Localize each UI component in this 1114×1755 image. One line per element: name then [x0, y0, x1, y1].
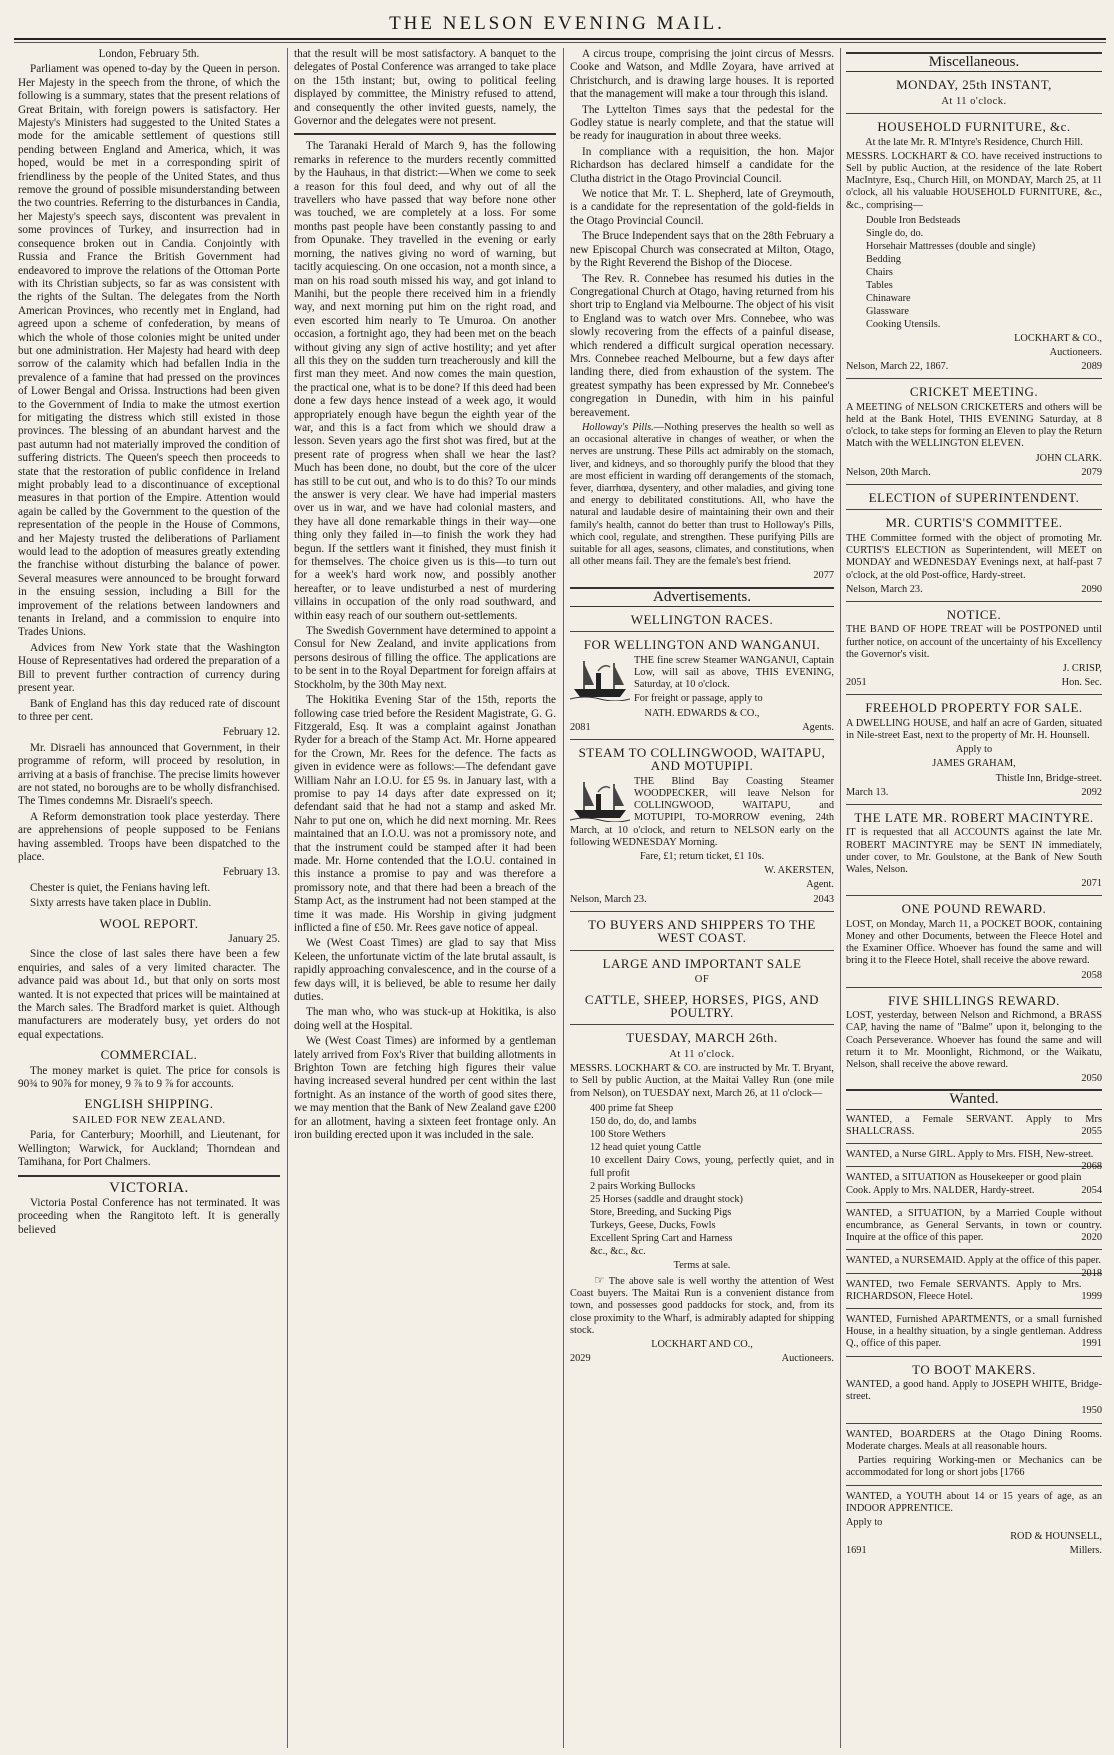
ad-signature-title: Agent. [806, 879, 834, 891]
newspaper-title: THE NELSON EVENING MAIL. [389, 13, 725, 34]
ad-heading: TUESDAY, MARCH 26th. [626, 1030, 778, 1046]
column-2 [294, 48, 556, 1748]
furniture-item: Glassware [866, 305, 909, 317]
holloway-title: Holloway's Pills. [582, 421, 654, 433]
ad-heading: TO BUYERS AND SHIPPERS TO THE WEST COAST. [588, 916, 816, 946]
ad-number: 2018 [1081, 1267, 1102, 1279]
wanted-ad [846, 1208, 1102, 1245]
wanted-ad-text: WANTED, a Nurse GIRL. Apply to Mrs. FISH, New-street. [846, 1149, 1094, 1161]
article-paragraph: Parliament was opened to-day by the Queen in person. Her Majesty in the speech from the throne, of which the following is a summary, states that the present relations of Great Britain, with foreign powers is satisfactory. Her Majesty's Ministers had suggested to the United States a mode for the amicable settlement of questions still pending between England and America, which, it was hoped, would be met in a corresponding spirit of friendliness by the people of the United States, and thus remove the ground of possible misunderstanding between the two countries. Referring to the disturbances in Candia, her Majesty's speech says, discontent was prevalent in some provinces of Turkey, and insurrection had in consequence broken out in Candia. Conjointly with Russia and France the British Government had endeavored to improve the relations of the Ottoman Porte with its Christian subjects, so far as was consistent with the rights of the Sultan. The delegates from the North American Provinces, who recently met in England, had agreed upon a scheme of confederation, by means of which the whole of those colonies might be united under but one administration. Her Majesty had heard with deep sorrow of the calamity which had befallen India in the prevalence of a famine that had pressed on the provinces of Lower Bengal and Orissa. Instructions had been given to the Government of India to make the utmost exertion for mitigating the distress which still existed in those provinces. The blessing of an abundant harvest and the past autumn had not materially improved the condition of suffering districts. The Queen's speech then proceeds to state that the restoration of public confidence in Ireland might probably lead to a discontinuance of exceptional measures in that portion of the Empire. Attention would again be called by the Government to the question of the representation of the people in the House of Commons, and her Majesty trusted the deliberations of Parliament would lead to the adoption of measures greatly extending the franchise without disturbing the balance of power. Several measures were announced to be brought forward in the ensuing session, including a Bill for the improvement of the relations between landowners and tenants in Ireland, and a commission to enquire into Trades Unions. [18, 63, 280, 639]
ad-rule [846, 484, 1102, 485]
ad-signature: JAMES GRAHAM, [932, 758, 1016, 770]
article-paragraph: A Reform demonstration took place yesterday. There are apprehensions of people supposed to be Fenians having assembled. Troops have been dispatched to the place. [18, 810, 280, 863]
ad-signature-title: Agents. [802, 721, 834, 733]
ad-rule [570, 739, 834, 740]
ad-footer [570, 1353, 834, 1365]
ad-number: 2050 [1081, 1073, 1102, 1085]
ad-rule [846, 895, 1102, 896]
ad-footer [846, 677, 1102, 689]
article-paragraph: Advices from New York state that the Washington House of Representatives had ordered the preparation of a Bill to prevent further contraction of currency during present year. [18, 641, 280, 695]
ad-number: 2071 [1081, 878, 1102, 890]
ad-number: 2029 [570, 1353, 591, 1365]
section-rule [18, 1175, 280, 1177]
ad-text: THE Committee formed with the object of promoting Mr. CURTIS'S ELECTION as Superintendent, will MEET on MONDAY and WEDNESDAY Evenings next, at half-past 7 o'clock, at the old Post-office, Hardy-street. [846, 532, 1102, 581]
ad-text: THE fine screw Steamer WANGANUI, Captain Low, will sail as above, THIS EVENING, Saturday, at 10 o'clock. [634, 654, 834, 691]
ad-signature-title: Thistle Inn, Bridge-street. [995, 772, 1102, 784]
article-paragraph: We notice that Mr. T. L. Shepherd, late of Greymouth, is a candidate for the representation of the gold-fields in the Otago Provincial Council. [570, 188, 834, 227]
ad-rule [846, 378, 1102, 379]
ad-text: WANTED, BOARDERS at the Otago Dining Rooms. Moderate charges. Meals at all reasonable hours. [846, 1428, 1102, 1452]
ad-heading: CRICKET MEETING. [909, 384, 1039, 400]
column-1 [18, 48, 280, 1748]
furniture-item: Tables [866, 279, 893, 291]
ad-subheading: At 11 o'clock. [669, 1048, 735, 1060]
article-paragraph: The Lyttelton Times says that the pedestal for the Godley statue is nearly complete, and that the statue will be ready for inauguration in about three weeks. [570, 103, 834, 143]
ad-heading: NOTICE. [946, 606, 1002, 622]
ad-heading: FREEHOLD PROPERTY FOR SALE. [865, 700, 1083, 716]
ad-heading: LARGE AND IMPORTANT SALE [602, 955, 802, 971]
sale-item: 10 excellent Dairy Cows, young, perfectly quiet, and in full profit [590, 1154, 834, 1179]
wanted-ad [846, 1149, 1102, 1173]
ad-number: 2092 [1081, 786, 1102, 798]
sale-item: 400 prime fat Sheep [590, 1102, 674, 1114]
article-paragraph: The man who, who was stuck-up at Hokitika, is also doing well at the Hospital. [294, 1006, 556, 1032]
ad-rule [846, 1143, 1102, 1144]
ad-heading: TO BOOT MAKERS. [912, 1361, 1036, 1377]
column-divider [840, 48, 841, 1748]
ad-footer [846, 1545, 1102, 1557]
holloway-ad [570, 422, 834, 568]
ad-number: 2089 [1081, 361, 1102, 373]
ad-signature: ROD & HOUNSELL, [1010, 1531, 1102, 1543]
ad-text-line: Parties requiring Working-men or Mechanics can be accommodated for long or short jobs [846, 1455, 1102, 1479]
article-paragraph: The Rev. R. Connebee has resumed his duties in the Congregational Church at Otago, having returned from his short trip to England via Melbourne. The object of his visit to England was to watch over Mrs. Connebee, who was slowly recovering from the effects of a painful disease, which rendered a difficult surgical operation necessary. Mrs. Connebee reached Melbourne, but a few days after landing there, died from exhaustion of the system. The greatest sympathy has been expressed by Mr. Connebee's congregation in Dunedin, with him in his painful bereavement. [570, 272, 834, 419]
ad-number: 1991 [1081, 1338, 1102, 1350]
sale-item: Store, Breeding, and Sucking Pigs [590, 1206, 732, 1218]
wanted-ad [846, 1255, 1102, 1279]
article-paragraph: The Hokitika Evening Star of the 15th, reports the following case tried before the Resident Magistrate, G. G. Fitzgerald, Esq. It was a complaint against Jonathan Ryder for a breach of the Stamp Act. Mr. Horne appeared for the Crown, Mr. Rees for the defence. The facts as given in evidence were as follows:—The defendant gave William Nahr an I.O.U. for £5 9s. in January last, with a promise to pay 14 days after date expressed on it; defendant said that he had not a stamp and asked Mr. Nahr to put one on, which he did next morning. Mr. Rees maintained that an I.O.U. was not a promissory note, and that the instrument could be stamped after it had been made. Mr. Horne contended that the I.O.U. contained in this instance a promise to pay and was therefore a promissory note, and that there had been a breach of the Stamp Act, as the instrument had not been stamped at the time it was made. His Worship in giving judgment inflicted a fine of £50. Mr. Rees gave notice of appeal. [294, 694, 556, 934]
sale-item: 25 Horses (saddle and draught stock) [590, 1193, 743, 1205]
ad-text: Terms at sale. [673, 1259, 731, 1271]
section-subheading: SAILED FOR NEW ZEALAND. [72, 1114, 226, 1126]
ad-text: THE BAND OF HOPE TREAT will be POSTPONED until further notice, on account of the uncertainty of his Excellency the Governor's visit. [846, 624, 1102, 660]
ad-heading: FOR WELLINGTON AND WANGANUI. [583, 637, 821, 653]
ad-number: 2090 [1081, 583, 1102, 595]
ad-heading: CATTLE, SHEEP, HORSES, PIGS, AND POULTRY. [584, 991, 820, 1020]
ad-signature: LOCKHART & CO., [1014, 332, 1102, 344]
article-paragraph: Sixty arrests have taken place in Dublin. [30, 897, 212, 910]
section-heading: ENGLISH SHIPPING. [84, 1096, 214, 1112]
dateline: February 12. [222, 726, 280, 739]
ad-rule [570, 911, 834, 912]
ad-number: 2068 [1081, 1161, 1102, 1173]
ad-subheading: At 11 o'clock. [941, 95, 1007, 107]
section-heading: VICTORIA. [109, 1179, 189, 1196]
furniture-item: Bedding [866, 253, 901, 265]
miscellaneous-heading: Miscellaneous. [846, 52, 1102, 72]
furniture-item: Chairs [866, 266, 893, 278]
ad-signature: W. AKERSTEN, [764, 865, 834, 877]
ad-text: Fare, £1; return ticket, £1 10s. [639, 851, 765, 863]
ad-footer [846, 584, 1102, 596]
wanted-ad [846, 1279, 1102, 1303]
ad-rule [846, 987, 1102, 988]
sale-item: &c., &c., &c. [590, 1245, 646, 1257]
furniture-item: Double Iron Bedsteads [866, 214, 961, 226]
sale-item: 150 do, do, do, and lambs [590, 1115, 697, 1127]
sale-item: 2 pairs Working Bullocks [590, 1180, 696, 1192]
article-paragraph: Paria, for Canterbury; Moorhill, and Lieutenant, for Wellington; Warwick, for Auckland; Thorndean and Tamihana, for Port Chalmers. [18, 1129, 280, 1169]
ad-text: WANTED, a good hand. Apply to JOSEPH WHITE, Bridge-street. [846, 1379, 1102, 1403]
ad-signature-title: Hon. Sec. [1061, 677, 1102, 689]
ad-text: A DWELLING HOUSE, and half an acre of Garden, situated in Nile-street East, next to the property of Mr. H. Hounsell. [846, 717, 1102, 741]
furniture-item-list [866, 214, 1102, 331]
ad-rule [846, 1166, 1102, 1167]
advertisements-heading: Advertisements. [570, 587, 834, 607]
ad-heading: STEAM TO COLLINGWOOD, WAITAPU, AND MOTUPIPI. [578, 745, 826, 774]
sale-item: Excellent Spring Cart and Harness [590, 1232, 733, 1244]
ad-rule [570, 631, 834, 632]
ad-text: LOST, yesterday, between Nelson and Richmond, a BRASS CAP, having the name of "Balme" upon it, belonging to the Coach Perseverance. Whoever has found the same and will return it to Mr. Moonlight, Richmond, or the Waikatu, Nelson, shall receive the above reward. [846, 1010, 1102, 1071]
ad-text: LOST, on Monday, March 11, a POCKET BOOK, containing Money and other Documents, between the Fleece Hotel and the Examiner Office. Whoever has found the same and will bring it to the Fleece Hotel, shall receive the above reward. [846, 918, 1102, 967]
furniture-item: Single do, do. [866, 227, 924, 239]
ad-signature-title: Auctioneers. [1049, 347, 1102, 359]
ad-heading: THE LATE MR. ROBERT MACINTYRE. [854, 809, 1094, 825]
ad-signature: LOCKHART AND CO., [651, 1338, 753, 1350]
wanted-ad-text: WANTED, a SITUATION as Housekeeper or good plain Cook. Apply to Mrs. NALDER, Hardy-street. [846, 1172, 1082, 1196]
furniture-item: Horsehair Mattresses (double and single) [866, 240, 1036, 252]
ad-note-text: The above sale is well worthy the attention of West Coast buyers. The Maitai Run is a convenient distance from town, and possesses good paddocks for stock, and, from its close proximity to the Wharf, is admirably adapted for shipping stock. [570, 1275, 834, 1336]
ad-heading: MONDAY, 25th INSTANT, [896, 77, 1052, 93]
masthead [0, 0, 1114, 40]
ad-number: 2043 [813, 893, 834, 905]
pointing-hand-icon: ☞ [594, 1272, 605, 1287]
ad-footer [846, 787, 1102, 799]
ad-rule [846, 804, 1102, 805]
section-rule [294, 133, 556, 135]
ad-footer [846, 361, 1102, 373]
wanted-ad-text: WANTED, Furnished APARTMENTS, or a small furnished House, in a healthy situation, by a single gentleman. Address Q., office of this paper. [846, 1314, 1102, 1350]
holloway-text: —Nothing preserves the health so well as an occasional alterative in changes of weather, or when the nerves are unstrung. These Pills act admirably on the stomach, liver, and kidneys, and so thoroughly purify the blood that they are most efficient in warding off derangements of the stomach, fever, diarrhœa, dysentery, and other maladies, and giving tone and energy to debilitated constitutions. All, who have the natural and laudable desire of maintaining their own and their family's health, cannot do better than trust to Holloway's Pills, which cool, regulate, and strengthen. These purifying Pills are suitable for all ages, seasons, climates, and constitutions, when all other means fail. They are the female's best friend. [570, 421, 834, 568]
ad-number: 1950 [1081, 1405, 1102, 1417]
ad-number: 2079 [1081, 466, 1102, 478]
ad-rule [846, 1249, 1102, 1250]
sale-item-list [590, 1102, 834, 1258]
ad-number: 1766 [1003, 1467, 1025, 1479]
ad-rule [846, 1202, 1102, 1203]
ad-heading: FIVE SHILLINGS REWARD. [888, 992, 1060, 1008]
ad-heading: ONE POUND REWARD. [901, 901, 1047, 917]
article-paragraph: Mr. Disraeli has announced that Government, in their programme of reform, will proceed by resolution, in arriving at a basis of franchise. The precise limits however are not stated, no boroughs are to be wholly disfranchised. The Times condemns Mr. Disraeli's speech. [18, 741, 280, 808]
article-paragraph: Bank of England has this day reduced rate of discount to three per cent. [18, 697, 280, 723]
ad-footer [846, 467, 1102, 479]
ad-date: March 13. [846, 786, 889, 798]
ad-rule [846, 509, 1102, 510]
ad-rule [570, 1024, 834, 1025]
sale-item: Turkeys, Geese, Ducks, Fowls [590, 1219, 716, 1231]
ad-heading: ELECTION of SUPERINTENDENT. [868, 490, 1080, 506]
article-paragraph: We (West Coast Times) are informed by a gentleman lately arrived from Fox's River that building allotments in Brighton Town are fetching high figures their value having increased several hundred per cent within the last fortnight. As an instance of the worth of good sites there, we may mention that the Bank of New Zealand gave £200 for an allotment, having a sixteen feet frontage only. An iron building erected upon it was included in the sale. [294, 1035, 556, 1142]
article-paragraph: In compliance with a requisition, the hon. Major Richardson has declared himself a candidate for the Clutha district in the Otago Provincial Council. [570, 145, 834, 185]
article-paragraph: A circus troupe, comprising the joint circus of Messrs. Cooke and Watson, and Mdlle Zoyara, have arrived at Christchurch, and is drawing large houses. It is reported that the management will make a tour through this island. [570, 48, 834, 101]
article-paragraph: The Bruce Independent says that on the 28th February a new Episcopal Church was consecrated at Milton, Otago, by the Right Reverend the Bishop of the Diocese. [570, 230, 834, 270]
furniture-item: Chinaware [866, 292, 911, 304]
article-paragraph: The money market is quiet. The price for consols is 90¾ to 90⅞ for money, 9 ⅞ to 9 ⅞ for accounts. [18, 1064, 280, 1091]
wanted-ad [846, 1172, 1102, 1196]
masthead-rule [14, 38, 1106, 40]
ad-heading: HOUSEHOLD FURNITURE, &c. [877, 119, 1071, 135]
steamship-icon [570, 778, 630, 822]
wanted-ad-text: WANTED, a SITUATION, by a Married Couple without encumbrance, as General Servants, in town or country. Inquire at the office of this paper. [846, 1207, 1102, 1244]
ad-number: 2058 [1081, 969, 1102, 981]
dateline: London, February 5th. [98, 48, 200, 60]
ad-signature: NATH. EDWARDS & CO., [644, 707, 760, 719]
ad-note [570, 1274, 834, 1337]
column-divider [287, 48, 288, 1748]
article-paragraph: Victoria Postal Conference has not terminated. It was proceeding when the Rangitoto left. It is generally believed [18, 1196, 280, 1236]
article-paragraph: The Swedish Government have determined to appoint a Consul for New Zealand, and invite applications from persons desirous of filling the office. The applications are to be sent in to the Royal Department for foreign affairs at Stockholm, by the 30th May next. [294, 625, 556, 691]
column-divider [563, 48, 564, 1748]
ad-signature-title: Millers. [1069, 1545, 1102, 1557]
ad-footer [570, 722, 834, 734]
ad-rule [846, 1308, 1102, 1309]
ad-text: IT is requested that all ACCOUNTS against the late Mr. ROBERT MACINTYRE may be SENT IN immediately, under cover, to Mr. Goulstone, at the Bank of New South Wales, Nelson. [846, 827, 1102, 875]
ad-rule [846, 1423, 1102, 1424]
ad-signature: J. CRISP, [1062, 662, 1102, 674]
ad-text: Apply to [955, 744, 993, 756]
article-paragraph: Since the close of last sales there have been a few enquiries, and sales of a very limited character. The advance paid was about 1d., but that only on sorts most wanted. It is not expected that prices will be maintained at the March sales. The Bradford market is quiet. Although manufacturers are moderately busy, yet orders do not equal expectations. [18, 948, 280, 1041]
ad-text: MESSRS. LOCKHART & CO. have received instructions to Sell by public Auction, at the residence of the late Robert MacIntyre, Esq., Church Hill, on MONDAY, March 25, at 11 o'clock, all his valuable HOUSEHOLD FURNITURE, &c., &c., comprising— [846, 150, 1102, 211]
ad-text: Parties requiring Working-men or Mechanics can be accommodated for long or short jobs [1766 [846, 1455, 1102, 1479]
ad-rule [846, 1485, 1102, 1486]
column-3 [570, 48, 834, 1748]
ad-number: 2055 [1081, 1126, 1102, 1138]
ad-date: Nelson, March 22, 1867. [846, 361, 949, 373]
ad-text: WANTED, a YOUTH about 14 or 15 years of age, as an INDOOR APPRENTICE. [846, 1490, 1102, 1514]
wanted-ad-text: WANTED, a NURSEMAID. Apply at the office of this paper. [846, 1255, 1101, 1267]
ad-subheading: OF [694, 974, 710, 986]
dateline: January 25. [228, 933, 280, 945]
ad-number: 2077 [813, 570, 834, 582]
ad-number: 2051 [846, 677, 867, 689]
column-4 [846, 48, 1102, 1748]
masthead-rule-thin [14, 42, 1106, 43]
ad-number: 1999 [1081, 1290, 1102, 1302]
ad-number: 1691 [846, 1545, 867, 1557]
ad-rule [570, 950, 834, 951]
ad-rule [846, 113, 1102, 114]
ad-signature-title: Auctioneers. [781, 1353, 834, 1365]
wanted-heading: Wanted. [846, 1089, 1102, 1109]
sale-item: 12 head quiet young Cattle [590, 1141, 701, 1153]
sale-item: 100 Store Wethers [590, 1128, 666, 1140]
ad-subheading: At the late Mr. R. M'Intyre's Residence, Church Hill. [865, 136, 1083, 148]
ad-rule [846, 694, 1102, 695]
ad-text: A MEETING of NELSON CRICKETERS and others will be held at the Bank Hotel, THIS EVENING Saturday, at 8 o'clock, to take steps for forming an Eleven to play the Return Match with the WELLINGTON ELEVEN. [846, 401, 1102, 450]
article-paragraph: The Taranaki Herald of March 9, has the following remarks in reference to the murders recently committed by the Hauhaus, in that district:—When we come to seek a reason for this foul deed, and why out of all the travellers who have passed that way before none other was touched, we are completely at a loss. For some months past people have been constantly passing to and from Opunake. They travelled in the evening or early morning, the natives giving no word of warning, but tacitly acquiescing. On one occasion, not a month since, a man on his road south missed his way, and got inland to Manihi, but the people there received him in a friendly way, and next morning put him on the right road, and even escorted him nearly to Te Umuroa. On another occasion, a fortnight ago, they had been met on the beach without giving any sign of active hostility; and yet after all this they on the sudden turn treacherously and kill the first man they meet. And now comes the main question, the practical one, what is to be done? If this deed had been done a few days hence instead of a week ago, it would appropriately enough have begun the eighth year of the war, and this is a fact from which we should draw a lesson. Seven years ago the first shot was fired, but at the present rate of progress when shall we hear the last? Much has been done, no doubt, but the core of the ulcer has still to be cut out, and who is to do this? To our minds the answer is very clear. We have had imperial masters over us in war, and we have had colonial masters, and they have all done remarkable things in their way—one thing only they failed in—to finish the work they had begun. If the settlers want it finished, they must finish it for themselves. The choice given us is this—to turn out for a week's hard work now, and possibly another hereafter, or to leave undisturbed a nest of murdering villains in occupation of the only road southward, and within easy reach of our southern out-settlements. [294, 140, 556, 622]
article-paragraph: Chester is quiet, the Fenians having left. [30, 881, 211, 894]
section-heading: COMMERCIAL. [100, 1047, 198, 1063]
ad-number: 2054 [1081, 1184, 1102, 1196]
ad-rule [846, 1273, 1102, 1274]
ad-date: Nelson, March 23. [846, 583, 923, 595]
article-paragraph: that the result will be most satisfactory. A banquet to the delegates of Postal Conference was arranged to take place on the 15th instant; but, owing to political feeling displayed by committee, the Ministry refused to attend, and consequently the other invited guests, namely, the Governor and the delegates were not present. [294, 48, 556, 128]
ad-footer [570, 894, 834, 906]
ad-heading: MR. CURTIS'S COMMITTEE. [885, 515, 1063, 531]
furniture-item: Cooking Utensils. [866, 318, 941, 330]
ad-number: 2020 [1081, 1232, 1102, 1244]
ad-number: 2081 [570, 721, 591, 733]
ad-text: MESSRS. LOCKHART & CO. are instructed by Mr. T. Bryant, to Sell by public Auction, at the Maitai Valley Run (one mile from Nelson), on TUESDAY next, March 26, at 11 o'clock— [570, 1063, 834, 1099]
ad-heading: WELLINGTON RACES. [630, 612, 774, 628]
ad-signature: JOHN CLARK. [1035, 452, 1102, 464]
wanted-ad-text: WANTED, a Female SERVANT. Apply to Mrs SHALLCRASS. [846, 1113, 1102, 1138]
wanted-ads [846, 1114, 1102, 1357]
ad-rule [846, 1356, 1102, 1357]
ad-text: Apply to [846, 1516, 883, 1528]
ad-text: THE Blind Bay Coasting Steamer WOODPECKER, will leave Nelson for COLLINGWOOD, WAITAPU, and MOTUPIPI, TO-MORROW evening, 24th March, at 10 o'clock, and return to NELSON early on the following WEDNESDAY Morning. [570, 775, 834, 848]
wanted-ad-text: WANTED, two Female SERVANTS. Apply to Mrs. RICHARDSON, Fleece Hotel. [846, 1278, 1082, 1302]
dateline: February 13. [222, 866, 280, 879]
section-heading: WOOL REPORT. [99, 915, 199, 931]
ad-rule [846, 601, 1102, 602]
wanted-ad [846, 1314, 1102, 1351]
wanted-ad [846, 1114, 1102, 1138]
ad-text: For freight or passage, apply to [634, 693, 763, 705]
steamship-icon [570, 657, 630, 701]
ad-date: Nelson, 20th March. [846, 466, 931, 478]
article-paragraph: We (West Coast Times) are glad to say that Miss Keleen, the unfortunate victim of the late brutal assault, is rapidly approaching convalescence, and in the course of a few days will, it is believed, be able to resume her daily duties. [294, 937, 556, 1004]
ad-date: Nelson, March 23. [570, 893, 647, 905]
